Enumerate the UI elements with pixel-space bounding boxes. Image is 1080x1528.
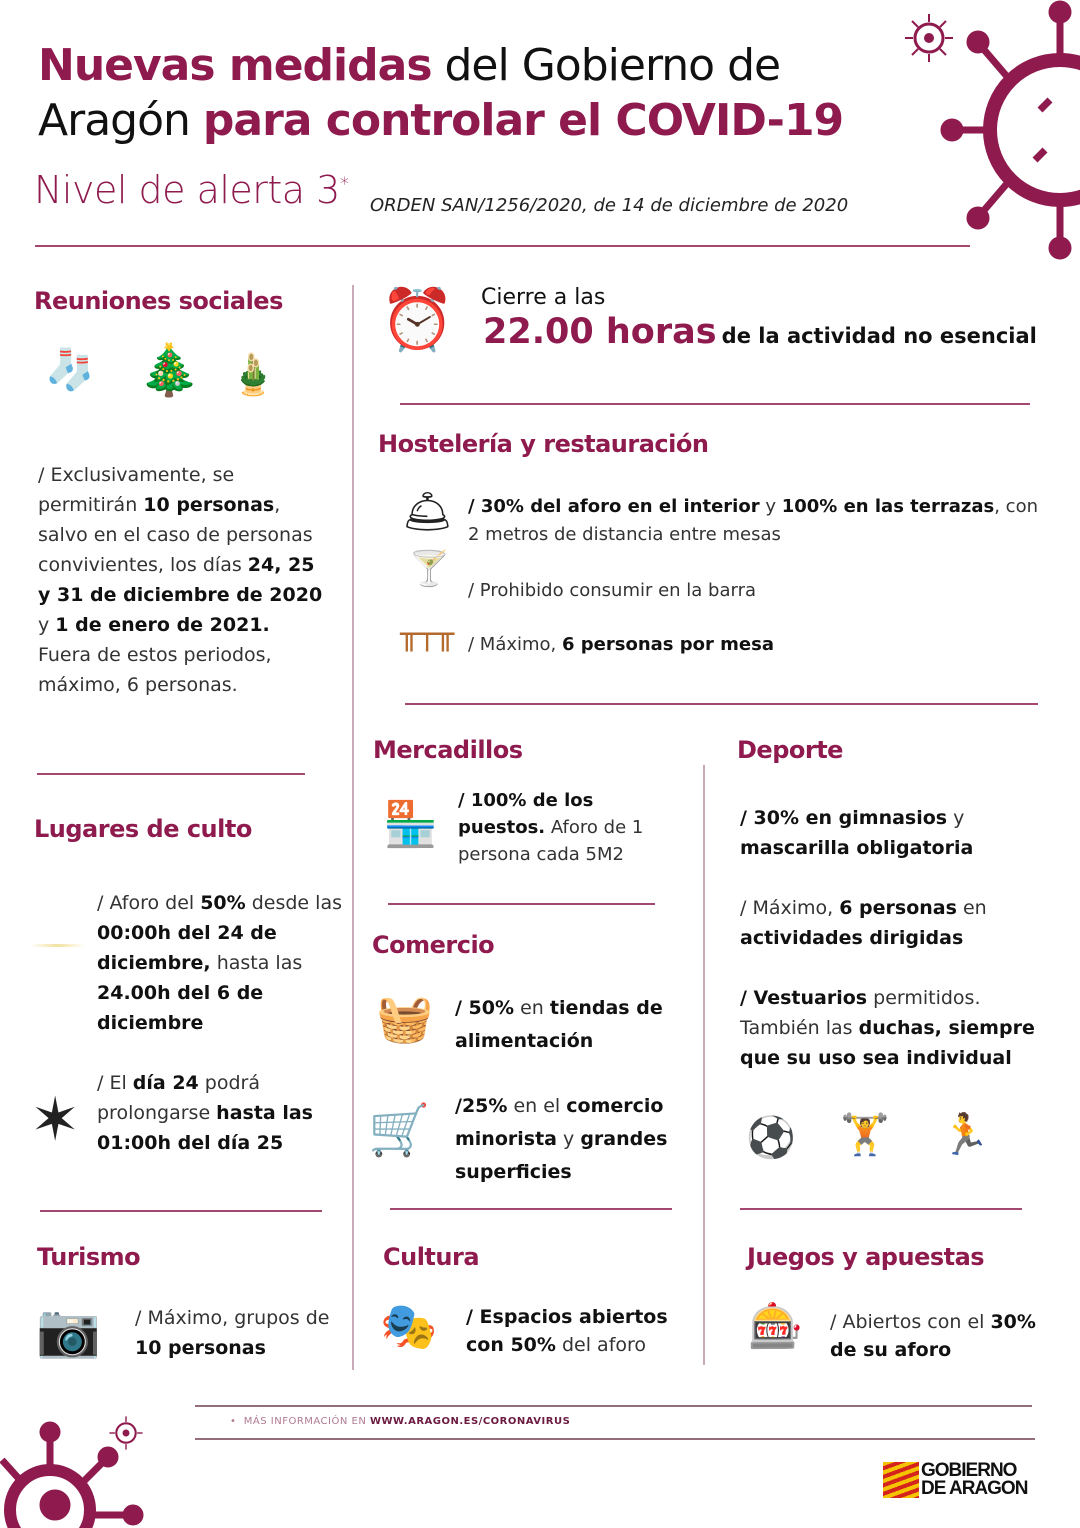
text-segment: del Gobierno de [431, 40, 781, 91]
bold-text: mascarilla obligatoria [740, 837, 974, 859]
text-segment: en el [507, 1095, 567, 1117]
cocktail-icon: 🍸 [408, 549, 451, 589]
divider [195, 1438, 1035, 1440]
text-segment: Fuera de estos periodos, máximo, 6 personas. [38, 644, 272, 696]
bold-text: 1 de enero de 2021. [55, 614, 270, 636]
turismo-text [135, 1303, 335, 1363]
bold-text: 00:00h del 24 de diciembre, [97, 922, 277, 974]
bold-text: comercio minorista [455, 1095, 664, 1150]
runner-icon: 🏃 [940, 1112, 990, 1158]
text-segment: y [759, 496, 782, 517]
text-segment: desde las [245, 892, 342, 914]
text-segment: y [557, 1128, 581, 1150]
text-segment: en [956, 897, 987, 919]
bold-text: día 24 [132, 1072, 199, 1094]
deporte-item-2 [740, 893, 1060, 953]
text-segment: Aragón [38, 95, 203, 146]
star-icon: ✶ [30, 1085, 81, 1155]
deporte-item-3 [740, 983, 1060, 1073]
text-segment: Aforo de 1 persona cada 5M2 [458, 817, 644, 865]
section-heading-hosteleria: Hostelería y restauración [378, 430, 709, 458]
poker-chips-icon: 🎰 [748, 1301, 803, 1352]
divider [195, 1405, 1032, 1407]
section-heading-turismo: Turismo [37, 1243, 141, 1271]
hosteleria-item-3 [468, 630, 774, 660]
bold-text: / 30% en gimnasios [740, 807, 948, 829]
culto-text-2 [97, 1068, 337, 1158]
text-segment: / Prohibido consumir en la barra [468, 580, 757, 601]
deporte-item-1 [740, 803, 1060, 863]
column-divider [703, 765, 705, 1365]
divider [37, 773, 305, 775]
text-segment: / El [97, 1072, 133, 1094]
theater-masks-icon: 🎭 [380, 1299, 438, 1353]
bold-text: Nuevas medidas [38, 40, 432, 91]
bold-text: 6 personas [839, 897, 957, 919]
text-segment: / Exclusivamente, se permitirán [38, 464, 235, 516]
logo-line-1: GOBIERNO [921, 1460, 1017, 1481]
bold-text: 24, 25 y 31 de diciembre de 2020 [38, 554, 323, 606]
mercadillos-text [458, 787, 683, 868]
bold-text: / Vestuarios [740, 987, 868, 1009]
cierre-hours: 22.00 horas [483, 312, 717, 352]
text-segment: / Abiertos con el [830, 1311, 991, 1333]
cierre-line1: Cierre a las [481, 285, 606, 310]
text-segment: / Máximo, [468, 634, 562, 655]
order-reference: ORDEN SAN/1256/2020, de 14 de diciembre de 2020 [370, 195, 849, 216]
ornaments-icon: 🎍 [228, 352, 278, 398]
divider [35, 245, 970, 247]
section-heading-comercio: Comercio [372, 931, 495, 959]
text-segment: permitidos. También las [740, 987, 981, 1039]
bold-text: / 30% del aforo en el interior [468, 496, 760, 517]
divider [400, 403, 1030, 405]
section-heading-cultura: Cultura [383, 1243, 480, 1271]
text-segment: hasta las [210, 952, 303, 974]
divider [40, 1210, 322, 1212]
comercio-item-2 [455, 1090, 695, 1189]
cloche-icon: 🛎 [402, 489, 453, 535]
virus-illustration [940, 0, 1080, 260]
bold-text: / 100% de los puestos. [458, 790, 594, 838]
cierre-rest: de la actividad no esencial [721, 324, 1037, 348]
hosteleria-item-1 [468, 493, 1038, 549]
bold-text: 10 personas [135, 1337, 266, 1359]
bold-text: actividades dirigidas [740, 927, 964, 949]
divider [405, 703, 1038, 705]
camera-icon: 📷 [36, 1301, 101, 1361]
christmas-tree-icon: 🎄 [138, 341, 201, 399]
alarm-clock-icon: ⏰ [380, 285, 455, 355]
bold-text: / 50% [455, 997, 515, 1019]
bold-text: /25% [455, 1095, 508, 1117]
culto-text-1 [97, 888, 347, 1038]
stocking-icon: 🧦 [45, 347, 95, 393]
aragon-flag-logo [883, 1462, 919, 1498]
text-segment: , salvo en el caso de personas convivientes, los días [38, 494, 313, 576]
cultura-text [466, 1303, 696, 1359]
text-segment: podrá prolongarse [97, 1072, 261, 1124]
text-segment: / Máximo, grupos de [135, 1307, 330, 1329]
divider [740, 1208, 1022, 1210]
alert-asterisk: * [339, 173, 349, 195]
text-segment: del aforo [555, 1334, 647, 1356]
bold-text: hasta las 01:00h del día 25 [97, 1102, 313, 1154]
title-line-2 [38, 93, 843, 148]
text-segment: y [38, 614, 56, 636]
text-segment: y [947, 807, 965, 829]
bold-text: 50% [200, 892, 246, 914]
text-segment: / Máximo, [740, 897, 840, 919]
divider [390, 1208, 672, 1210]
divider [388, 903, 655, 905]
title-line-1 [38, 38, 780, 93]
alert-level [34, 168, 348, 212]
shopping-cart-icon: 🛒 [368, 1101, 431, 1159]
soccer-ball-icon: ⚽ [746, 1115, 796, 1161]
bold-text: 10 personas [143, 494, 275, 516]
market-stall-icon: 🏪 [383, 799, 438, 850]
grocery-basket-icon: 🧺 [376, 991, 434, 1045]
comercio-item-1 [455, 992, 690, 1058]
column-divider [352, 285, 354, 1370]
weightlifter-icon: 🏋 [840, 1112, 890, 1158]
text-segment: / Aforo del [97, 892, 201, 914]
hosteleria-item-2 [468, 576, 756, 606]
section-heading-juegos: Juegos y apuestas [747, 1243, 985, 1271]
text-segment: en [514, 997, 550, 1019]
gobierno-aragon-logo [921, 1462, 1027, 1498]
footer-info: • MÁS INFORMACIÓN EN WWW.ARAGON.ES/CORONAVIRUS [230, 1416, 571, 1427]
section-heading-culto: Lugares de culto [34, 815, 252, 843]
small-virus-icon [903, 12, 955, 64]
bold-text: 30% de su aforo [830, 1311, 1036, 1361]
table-chairs-icon: ╥┬╥ [400, 617, 455, 652]
section-heading-mercadillos: Mercadillos [373, 736, 523, 764]
section-heading-reuniones: Reuniones sociales [34, 287, 283, 315]
small-virus-icon-bottom [108, 1415, 144, 1451]
alert-level-text: Nivel de alerta 3 [34, 168, 340, 212]
juegos-text [830, 1308, 1040, 1364]
cierre-line2 [483, 312, 1037, 352]
bold-text: 6 personas por mesa [562, 634, 775, 655]
reuniones-text [38, 460, 328, 700]
light-icon [30, 944, 85, 947]
section-heading-deporte: Deporte [737, 736, 843, 764]
bold-text: grandes superficies [455, 1128, 668, 1183]
bold-text: duchas, siempre que su uso sea individual [740, 1017, 1035, 1069]
footer-info-link[interactable]: WWW.ARAGON.ES/CORONAVIRUS [370, 1416, 571, 1427]
bold-text: 100% en las terrazas [781, 496, 995, 517]
bold-text: para controlar el COVID-19 [202, 95, 844, 146]
bold-text: 24.00h del 6 de diciembre [97, 982, 264, 1034]
bold-text: / Espacios abiertos con 50% [466, 1306, 668, 1356]
footer-info-prefix: MÁS INFORMACIÓN EN [243, 1416, 370, 1427]
text-segment: , con 2 metros de distancia entre mesas [468, 496, 1038, 545]
bold-text: tiendas de alimentación [455, 997, 663, 1052]
logo-line-2: DE ARAGON [921, 1478, 1028, 1499]
